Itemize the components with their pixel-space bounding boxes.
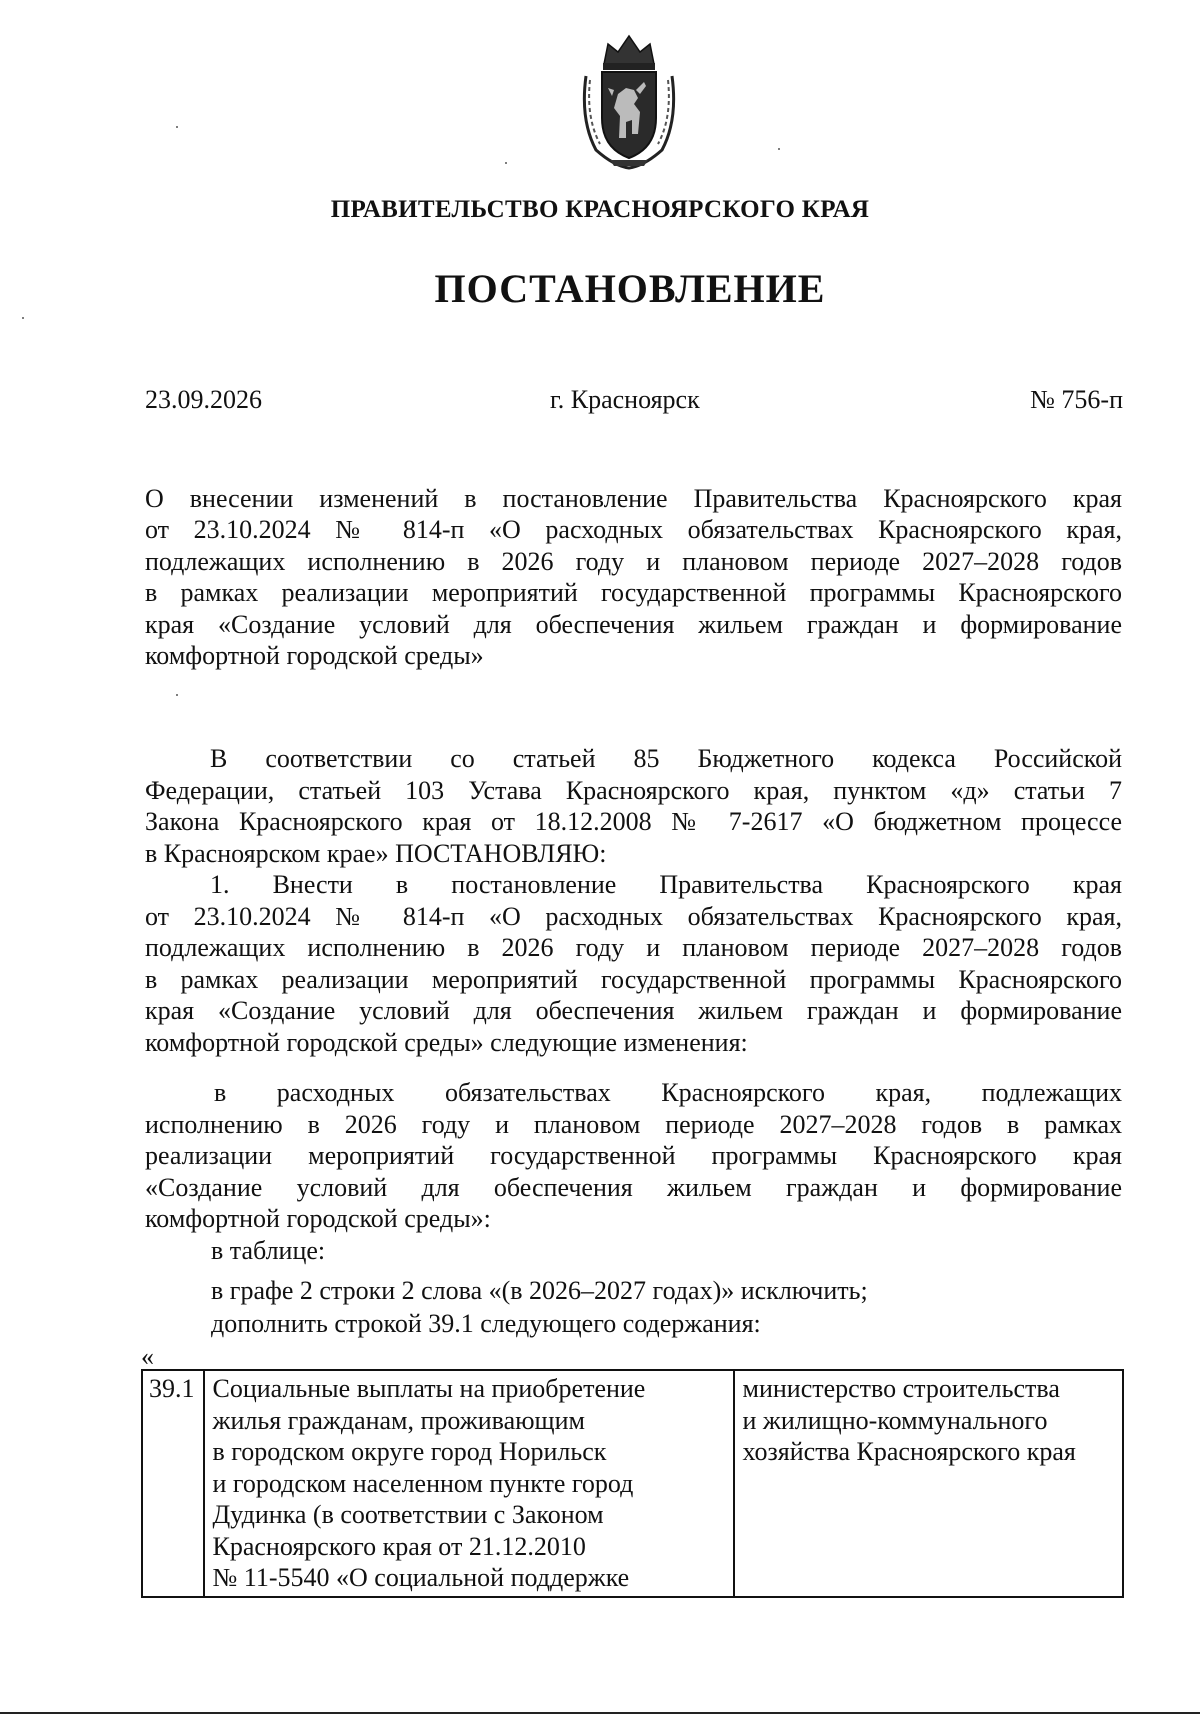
cell-line: и жилищно-коммунального xyxy=(742,1405,1048,1435)
body-line: края «Создание условий для обеспечения жильем граждан и формирование xyxy=(145,996,1122,1025)
cell-line: Дудинка (в соответствии с Законом xyxy=(212,1500,604,1529)
body-line: Закона Красноярского края от 18.12.2008 № 7-2617 «О бюджетном процессе xyxy=(145,807,1122,836)
body-line: исполнению в 2026 году и плановом периоде 2027–2028 годов в рамках xyxy=(145,1110,1122,1139)
cell-line: в городском округе город Норильск xyxy=(212,1437,607,1466)
body-line: комфортной городской среды»: xyxy=(145,1204,491,1233)
title-line: в рамках реализации мероприятий государственной программы Красноярского xyxy=(145,578,1122,607)
cell-line: и городском населенном пункте город xyxy=(212,1468,634,1498)
document-date: 23.09.2026 xyxy=(145,385,262,414)
body-line: подлежащих исполнению в 2026 году и плановом периоде 2027–2028 годов xyxy=(145,933,1122,962)
cell-line: министерство строительства xyxy=(742,1374,1060,1403)
executor-cell xyxy=(734,1370,1124,1597)
cell-line: хозяйства Красноярского края xyxy=(742,1437,1076,1466)
organization-heading: ПРАВИТЕЛЬСТВО КРАСНОЯРСКОГО КРАЯ xyxy=(330,196,870,223)
column-change-line: в графе 2 строки 2 слова «(в 2026–2027 годах)» исключить; xyxy=(211,1276,868,1305)
cell-line: Социальные выплаты на приобретение xyxy=(212,1374,646,1403)
title-line: подлежащих исполнению в 2026 году и плановом периоде 2027–2028 годов xyxy=(145,547,1122,576)
body-line: В соответствии со статьей 85 Бюджетного кодекса Российской xyxy=(210,744,1122,773)
cell-line: жилья гражданам, проживающим xyxy=(212,1405,585,1435)
body-line: комфортной городской среды» следующие изменения: xyxy=(145,1028,748,1057)
add-row-line: дополнить строкой 39.1 следующего содержания: xyxy=(211,1309,761,1338)
document-city: г. Красноярск xyxy=(550,385,700,414)
table-row xyxy=(142,1370,1123,1597)
scan-speck xyxy=(22,317,24,319)
body-line: от 23.10.2024 № 814-п «О расходных обязательствах Красноярского края, xyxy=(145,902,1122,931)
title-line: О внесении изменений в постановление Правительства Красноярского края xyxy=(145,484,1122,513)
body-line: в Красноярском крае» ПОСТАНОВЛЯЮ: xyxy=(145,839,607,868)
scan-speck xyxy=(505,162,507,164)
document-type-title: ПОСТАНОВЛЕНИЕ xyxy=(434,266,826,311)
body-line: реализации мероприятий государственной программы Красноярского края xyxy=(145,1141,1122,1170)
scan-speck xyxy=(176,694,178,696)
cell-line: Красноярского края от 21.12.2010 xyxy=(212,1531,586,1561)
title-line: комфортной городской среды» xyxy=(145,641,484,670)
body-line: в рамках реализации мероприятий государственной программы Красноярского xyxy=(145,965,1122,994)
cell-line: № 11-5540 «О социальной поддержке xyxy=(212,1563,630,1592)
title-line: от 23.10.2024 № 814-п «О расходных обязательствах Красноярского края, xyxy=(145,515,1122,544)
obligation-name-cell xyxy=(204,1370,734,1597)
scan-speck xyxy=(176,126,178,128)
in-table-line: в таблице: xyxy=(211,1236,326,1265)
opening-quote: « xyxy=(141,1342,154,1371)
body-line: 1. Внести в постановление Правительства Красноярского края xyxy=(210,870,1122,899)
row-number-cell: 39.1 xyxy=(142,1370,204,1597)
scan-edge-line xyxy=(0,1712,1200,1714)
body-line: Федерации, статьей 103 Устава Красноярского края, пунктом «д» статьи 7 xyxy=(145,776,1122,805)
scan-speck xyxy=(778,148,780,150)
amendment-table xyxy=(141,1369,1124,1598)
document-number: № 756-п xyxy=(1030,385,1123,414)
coat-of-arms-icon xyxy=(574,30,684,170)
body-line: «Создание условий для обеспечения жильем граждан и формирование xyxy=(145,1173,1122,1202)
title-line: края «Создание условий для обеспечения жильем граждан и формирование xyxy=(145,610,1122,639)
body-line: в расходных обязательствах Красноярского края, подлежащих xyxy=(214,1078,1122,1107)
